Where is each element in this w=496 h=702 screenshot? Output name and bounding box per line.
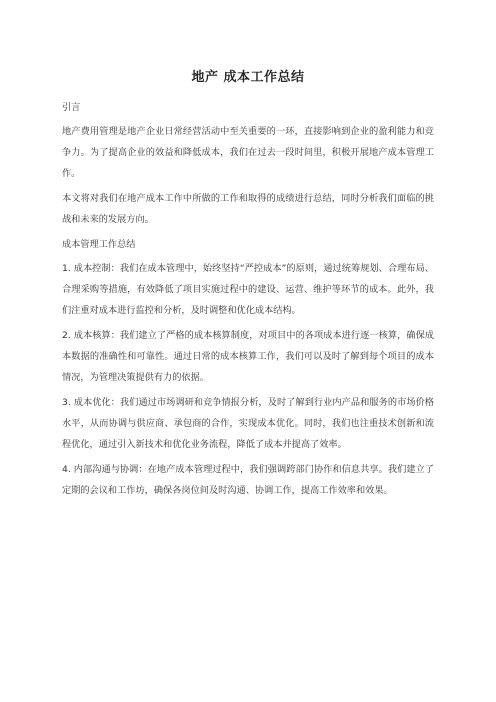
- document-page: [62, 60, 434, 505]
- intro-paragraph-2: 本文将对我们在地产成本工作中所做的工作和取得的成绩进行总结，同时分析我们面临的挑战和未来的发展方向。: [62, 193, 434, 225]
- intro-paragraph-1: 地产费用管理是地产企业日常经营活动中至关重要的一环，直接影响到企业的盈利能力和竞争力。为了提高企业的效益和降低成本，我们在过去一段时间里，积极开展地产成本管理工作。: [62, 126, 434, 179]
- summary-item-cost-optimization: 3. 成本优化：我们通过市场调研和竞争情报分析，及时了解到行业内产品和服务的市场价格水平，从而协调与供应商、承包商的合作，实现成本优化。同时，我们也注重技术创新和流程优化，通过引入新技术和优化业务流程，降低了成本并提高了效率。: [62, 397, 434, 450]
- summary-item-cost-accounting: 2. 成本核算：我们建立了严格的成本核算制度，对项目中的各项成本进行逐一核算，确保成本数据的准确性和可靠性。通过日常的成本核算工作，我们可以及时了解到每个项目的成本情况，为管理决策提供有力的依据。: [62, 330, 434, 383]
- document-title: 地产 成本工作总结: [191, 70, 305, 85]
- summary-item-communication: 4. 内部沟通与协调：在地产成本管理过程中，我们强调跨部门协作和信息共享。我们建立了定期的会议和工作坊，确保各岗位间及时沟通、协调工作，提高工作效率和效果。: [62, 464, 434, 496]
- summary-item-cost-control: 1. 成本控制：我们在成本管理中，始终坚持“严控成本”的原则，通过统筹规划、合理布局、合理采购等措施，有效降低了项目实施过程中的建设、运营、维护等环节的成本。此外，我们注重对成本进行监控和分析，及时调整和优化成本结构。: [62, 263, 434, 316]
- intro-heading: 引言: [62, 102, 81, 113]
- summary-heading: 成本管理工作总结: [62, 239, 136, 250]
